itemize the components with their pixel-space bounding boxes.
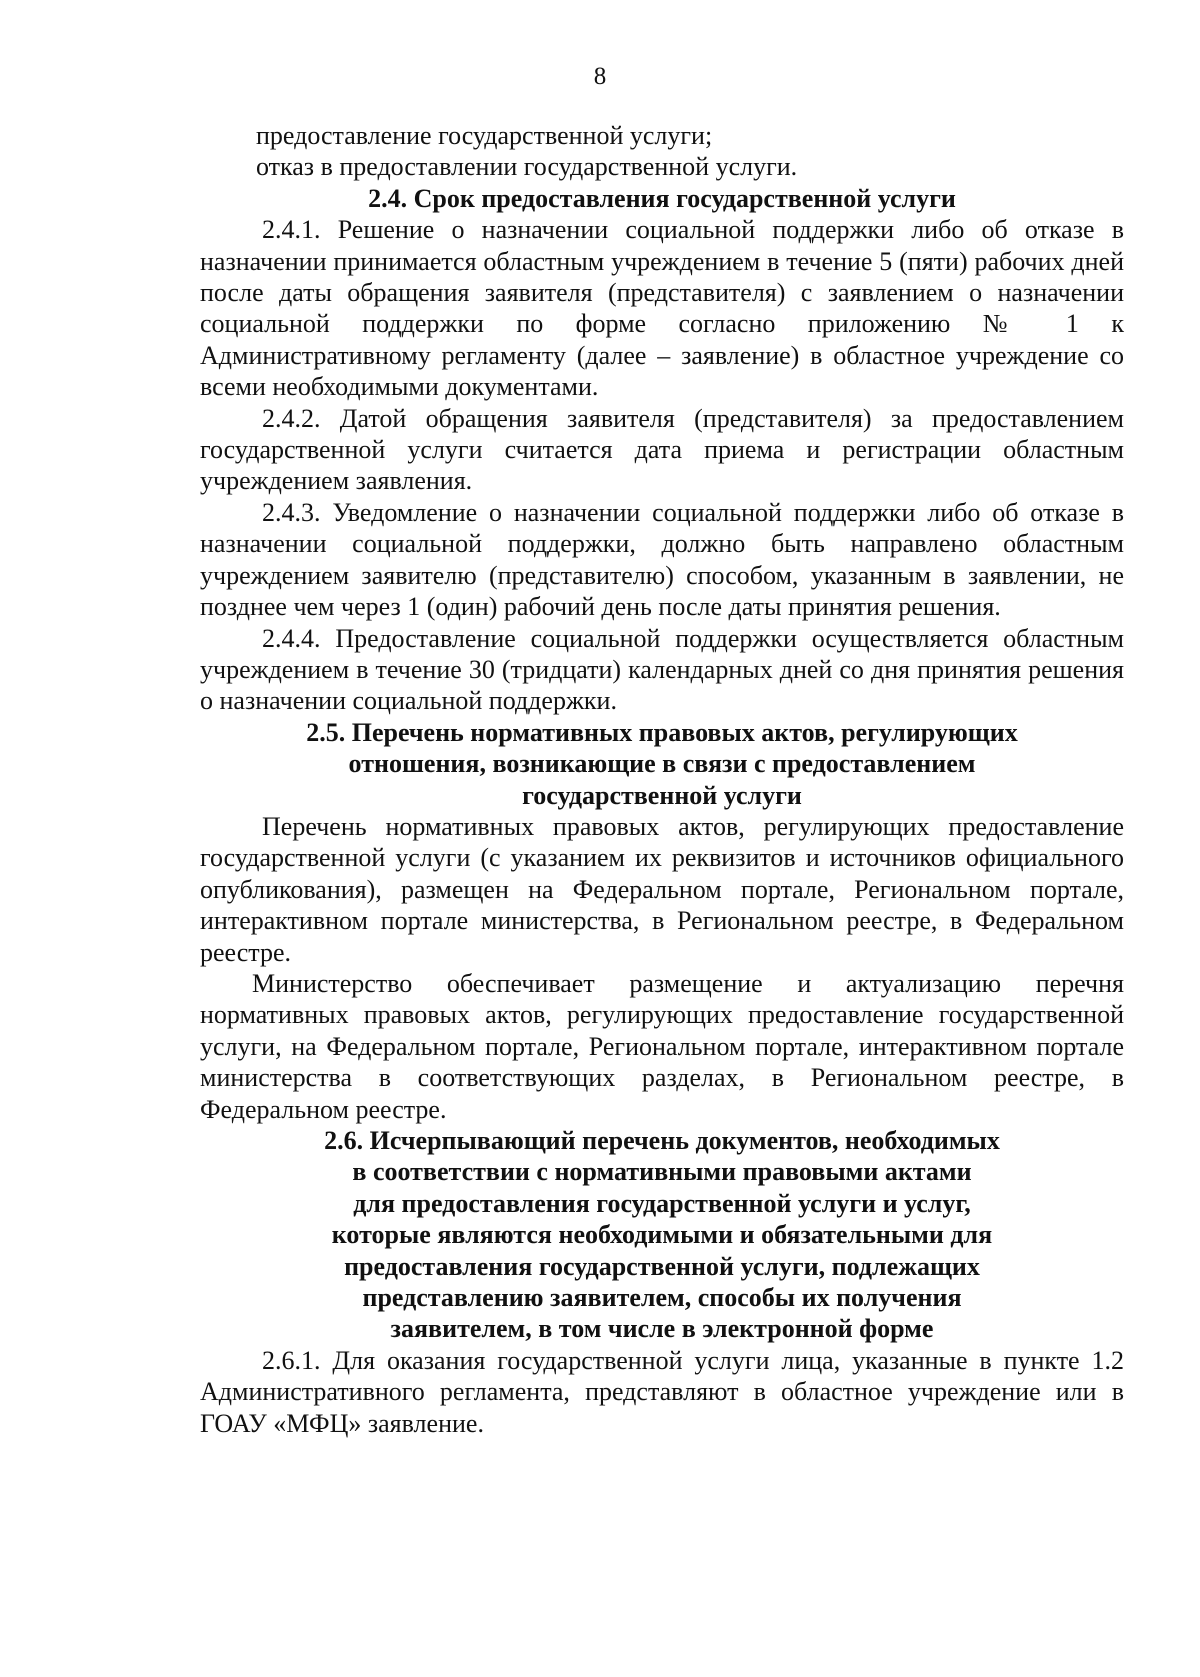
intro-line: предоставление государственной услуги; bbox=[256, 121, 713, 150]
heading-line: заявителем, в том числе в электронной форме bbox=[390, 1314, 934, 1344]
intro-block bbox=[200, 120, 1124, 183]
heading-line: государственной услуги bbox=[522, 780, 802, 810]
heading-line: которые являются необходимыми и обязательными для bbox=[331, 1220, 993, 1250]
heading-line: представлению заявителем, способы их получения bbox=[362, 1283, 962, 1313]
section-heading-2-6 bbox=[200, 1125, 1124, 1345]
heading-line: предоставления государственной услуги, подлежащих bbox=[344, 1251, 980, 1281]
paragraph-2-6-1: 2.6.1. Для оказания государственной услуги лица, указанные в пункте 1.2 Административного регламента, представляют в областное учреждение или в ГОАУ «МФЦ» заявление. bbox=[200, 1345, 1124, 1438]
heading-line: в соответствии с нормативными правовыми актами bbox=[352, 1157, 972, 1187]
paragraph-2-4-4: 2.4.4. Предоставление социальной поддержки осуществляется областным учреждением в течение 30 (тридцати) календарных дней со дня принятия решения о назначении социальной поддержки. bbox=[200, 623, 1124, 716]
heading-line: отношения, возникающие в связи с предоставлением bbox=[348, 749, 976, 779]
heading-line: для предоставления государственной услуги и услуг, bbox=[353, 1188, 971, 1218]
page-number: 8 bbox=[593, 63, 607, 90]
paragraph-2-4-2: 2.4.2. Датой обращения заявителя (представителя) за предоставлением государственной услуги считается дата приема и регистрации областным учреждением заявления. bbox=[200, 403, 1124, 496]
paragraph-2-4-1: 2.4.1. Решение о назначении социальной поддержки либо об отказе в назначении принимается областным учреждением в течение 5 (пяти) рабочих дней после даты обращения заявителя (представителя) с заявлением о назначении социальной поддержки по форме согласно приложению № 1 к Административному регламенту (далее – заявление) в областное учреждение со всеми необходимыми документами. bbox=[200, 215, 1124, 402]
section-heading-2-5 bbox=[200, 717, 1124, 811]
heading-line: 2.5. Перечень нормативных правовых актов, регулирующих bbox=[306, 717, 1018, 747]
section-heading-2-4: 2.4. Срок предоставления государственной услуги bbox=[368, 183, 956, 213]
document-body bbox=[200, 120, 1124, 1439]
heading-line: 2.6. Исчерпывающий перечень документов, необходимых bbox=[324, 1126, 1000, 1155]
paragraph-2-5-2: Министерство обеспечивает размещение и актуализацию перечня нормативных правовых актов, регулирующих предоставление государственной услуги, на Федеральном портале, Региональном портале, интерактивном портале министерства в соответствующих разделах, в Региональном реестре, в Федеральном реестре. bbox=[200, 968, 1124, 1124]
intro-line: отказ в предоставлении государственной услуги. bbox=[256, 152, 798, 182]
paragraph-2-5-1: Перечень нормативных правовых актов, регулирующих предоставление государственной услуги (с указанием их реквизитов и источников официального опубликования), размещен на Федеральном портале, Региональном портале, интерактивном портале министерства, в Региональном реестре, в Федеральном реестре. bbox=[200, 811, 1124, 967]
paragraph-2-4-3: 2.4.3. Уведомление о назначении социальной поддержки либо об отказе в назначении социальной поддержки, должно быть направлено областным учреждением заявителю (представителю) способом, указанным в заявлении, не позднее чем через 1 (один) рабочий день после даты принятия решения. bbox=[200, 497, 1124, 622]
